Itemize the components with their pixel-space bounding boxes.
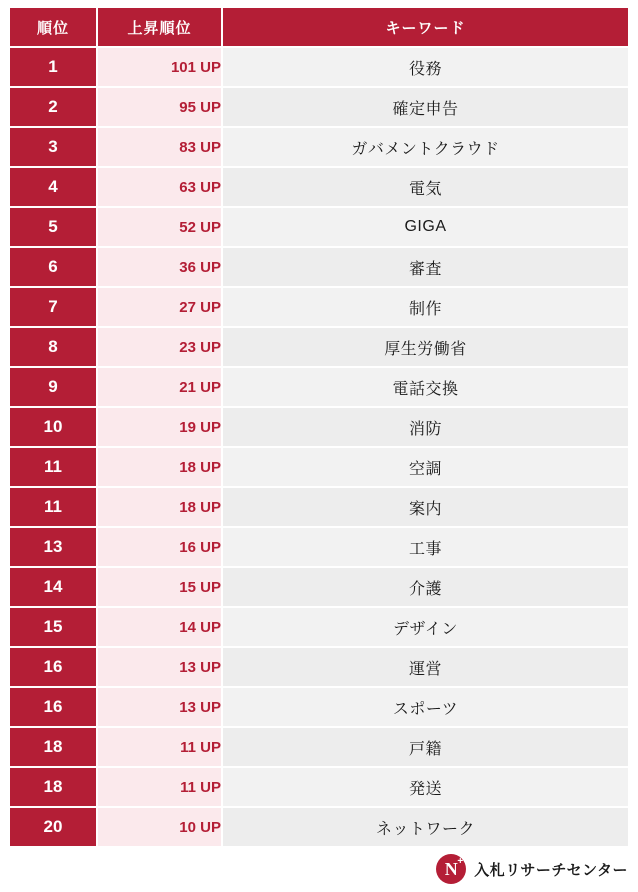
cell-up: 10 UP xyxy=(98,808,223,846)
cell-up: 18 UP xyxy=(98,488,223,526)
cell-rank: 20 xyxy=(10,808,98,846)
cell-keyword: ネットワーク xyxy=(223,808,628,846)
cell-up: 23 UP xyxy=(98,328,223,366)
cell-keyword: 運営 xyxy=(223,648,628,686)
column-header-rank: 順位 xyxy=(10,8,98,46)
cell-keyword: 案内 xyxy=(223,488,628,526)
cell-rank: 18 xyxy=(10,728,98,766)
cell-up: 83 UP xyxy=(98,128,223,166)
brand-mark-icon xyxy=(436,854,466,884)
table-row xyxy=(10,688,628,726)
table-row xyxy=(10,408,628,446)
keyword-ranking-table xyxy=(10,6,628,848)
cell-keyword: デザイン xyxy=(223,608,628,646)
table-row xyxy=(10,768,628,806)
cell-rank: 6 xyxy=(10,248,98,286)
cell-keyword: GIGA xyxy=(223,208,628,246)
cell-up: 13 UP xyxy=(98,648,223,686)
brand-mark-letter: N xyxy=(444,858,458,879)
cell-keyword: 戸籍 xyxy=(223,728,628,766)
cell-keyword: ガバメントクラウド xyxy=(223,128,628,166)
cell-keyword: 電気 xyxy=(223,168,628,206)
cell-rank: 18 xyxy=(10,768,98,806)
cell-rank: 2 xyxy=(10,88,98,126)
cell-rank: 13 xyxy=(10,528,98,566)
table-header xyxy=(10,8,628,46)
cell-up: 15 UP xyxy=(98,568,223,606)
cell-up: 95 UP xyxy=(98,88,223,126)
cell-up: 36 UP xyxy=(98,248,223,286)
cell-rank: 11 xyxy=(10,488,98,526)
cell-rank: 10 xyxy=(10,408,98,446)
table-row xyxy=(10,48,628,86)
table-row xyxy=(10,488,628,526)
cell-up: 16 UP xyxy=(98,528,223,566)
cell-up: 18 UP xyxy=(98,448,223,486)
table-row xyxy=(10,808,628,846)
cell-rank: 16 xyxy=(10,688,98,726)
table-row xyxy=(10,328,628,366)
cell-rank: 15 xyxy=(10,608,98,646)
brand-name: 入札リサーチセンター xyxy=(474,861,628,879)
cell-keyword: 空調 xyxy=(223,448,628,486)
cell-rank: 11 xyxy=(10,448,98,486)
cell-rank: 7 xyxy=(10,288,98,326)
table-row xyxy=(10,208,628,246)
cell-up: 13 UP xyxy=(98,688,223,726)
cell-keyword: 介護 xyxy=(223,568,628,606)
cell-keyword: 電話交換 xyxy=(223,368,628,406)
cell-up: 19 UP xyxy=(98,408,223,446)
cell-up: 11 UP xyxy=(98,728,223,766)
table-body xyxy=(10,48,628,846)
table-header-row xyxy=(10,8,628,46)
cell-up: 63 UP xyxy=(98,168,223,206)
table-row xyxy=(10,248,628,286)
cell-up: 11 UP xyxy=(98,768,223,806)
column-header-up: 上昇順位 xyxy=(98,8,223,46)
cell-rank: 3 xyxy=(10,128,98,166)
table-row xyxy=(10,608,628,646)
table-row xyxy=(10,288,628,326)
cell-keyword: 工事 xyxy=(223,528,628,566)
cell-rank: 4 xyxy=(10,168,98,206)
cell-keyword: 厚生労働省 xyxy=(223,328,628,366)
cell-keyword: 制作 xyxy=(223,288,628,326)
cell-up: 14 UP xyxy=(98,608,223,646)
cell-rank: 16 xyxy=(10,648,98,686)
cell-rank: 9 xyxy=(10,368,98,406)
cell-rank: 14 xyxy=(10,568,98,606)
table-row xyxy=(10,528,628,566)
cell-keyword: 役務 xyxy=(223,48,628,86)
cell-keyword: 発送 xyxy=(223,768,628,806)
table-row xyxy=(10,368,628,406)
cell-keyword: 消防 xyxy=(223,408,628,446)
table-row xyxy=(10,448,628,486)
cell-up: 52 UP xyxy=(98,208,223,246)
cell-keyword: 審査 xyxy=(223,248,628,286)
table-row xyxy=(10,168,628,206)
table-row xyxy=(10,728,628,766)
table-row xyxy=(10,568,628,606)
table-row xyxy=(10,648,628,686)
brand-mark-plus-icon: + xyxy=(457,856,464,867)
footer-logo xyxy=(436,854,628,884)
cell-up: 21 UP xyxy=(98,368,223,406)
cell-keyword: 確定申告 xyxy=(223,88,628,126)
cell-rank: 5 xyxy=(10,208,98,246)
cell-up: 101 UP xyxy=(98,48,223,86)
table-row xyxy=(10,88,628,126)
cell-rank: 1 xyxy=(10,48,98,86)
cell-keyword: スポーツ xyxy=(223,688,628,726)
table-row xyxy=(10,128,628,166)
cell-up: 27 UP xyxy=(98,288,223,326)
cell-rank: 8 xyxy=(10,328,98,366)
column-header-keyword: キーワード xyxy=(223,8,628,46)
